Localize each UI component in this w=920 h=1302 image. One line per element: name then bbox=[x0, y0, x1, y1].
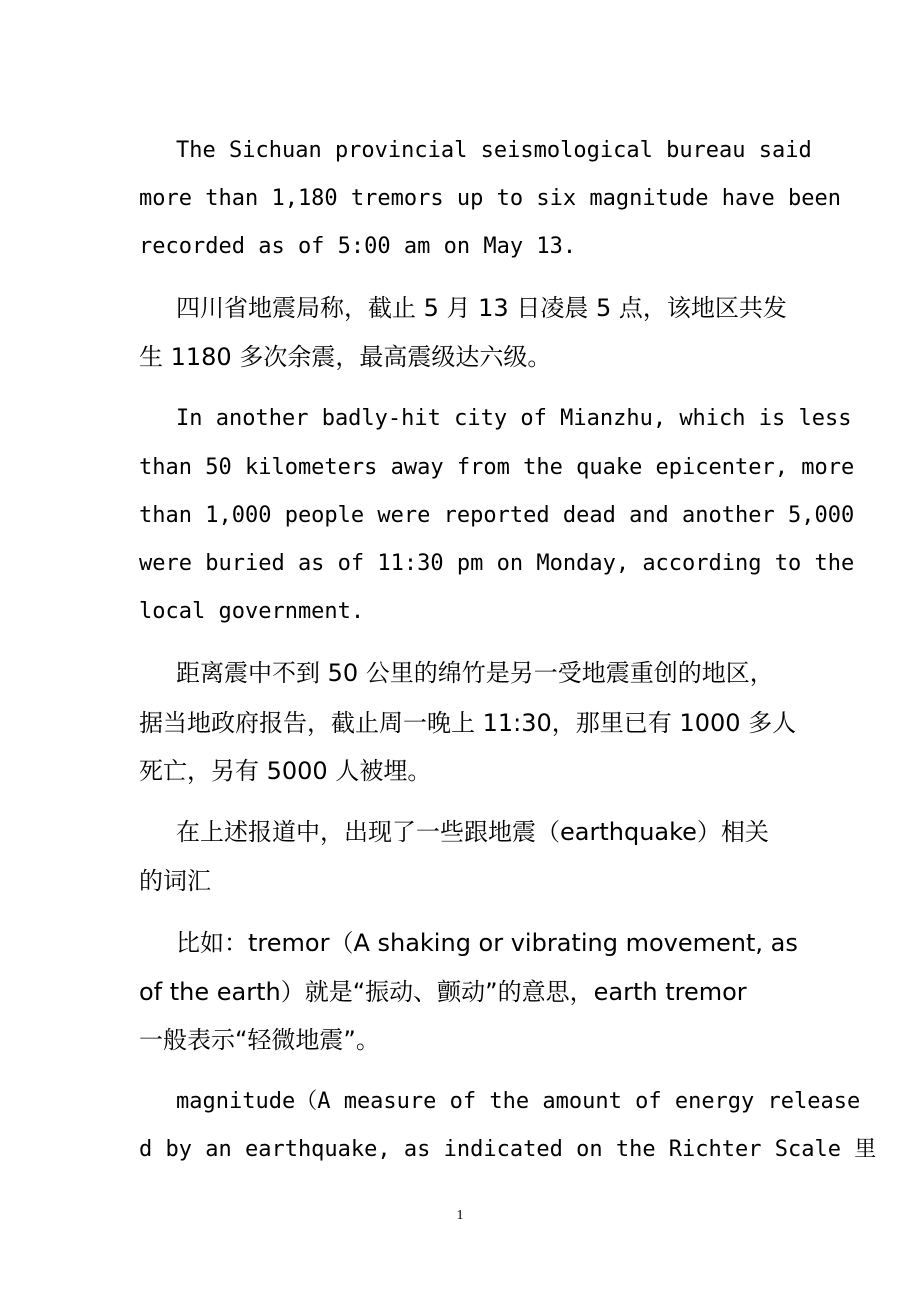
paragraph-1-line-3: recorded as of 5:00 am on May 13. bbox=[139, 234, 577, 259]
paragraph-3-line-5: local government. bbox=[139, 599, 365, 624]
paragraph-4-line-3: 死亡，另有 5000 人被埋。 bbox=[139, 757, 432, 785]
paragraph-6-line-1: 比如：tremor（A shaking or vibrating movement, as bbox=[176, 929, 798, 957]
paragraph-3-line-3: than 1,000 people were reported dead and another 5,000 bbox=[139, 503, 855, 528]
paragraph-3-line-1: In another badly-hit city of Mianzhu, which is less bbox=[176, 406, 852, 431]
paragraph-7-line-1: magnitude（A measure of the amount of energy release bbox=[176, 1089, 861, 1114]
paragraph-3-line-2: than 50 kilometers away from the quake epicenter, more bbox=[139, 455, 855, 480]
paragraph-2-line-2: 生 1180 多次余震，最高震级达六级。 bbox=[139, 343, 552, 371]
paragraph-3-line-4: were buried as of 11:30 pm on Monday, according to the bbox=[139, 551, 855, 576]
paragraph-6-line-2: of the earth）就是“振动、颤动”的意思，earth tremor bbox=[139, 978, 747, 1006]
paragraph-5-line-2: 的词汇 bbox=[139, 867, 211, 895]
paragraph-4-line-1: 距离震中不到 50 公里的绵竹是另一受地震重创的地区， bbox=[176, 659, 774, 687]
paragraph-7-line-2: d by an earthquake, as indicated on the Richter Scale 里 bbox=[139, 1137, 877, 1162]
paragraph-1-line-1: The Sichuan provincial seismological bureau said bbox=[176, 138, 812, 163]
paragraph-5-line-1: 在上述报道中，出现了一些跟地震（earthquake）相关 bbox=[176, 818, 769, 846]
paragraph-6-line-3: 一般表示“轻微地震”。 bbox=[139, 1026, 380, 1054]
paragraph-1-line-2: more than 1,180 tremors up to six magnitude have been bbox=[139, 186, 841, 211]
paragraph-4-line-2: 据当地政府报告，截止周一晚上 11:30，那里已有 1000 多人 bbox=[139, 709, 797, 737]
page-number: 1 bbox=[456, 1208, 464, 1223]
paragraph-2-line-1: 四川省地震局称，截止 5 月 13 日凌晨 5 点，该地区共发 bbox=[176, 294, 787, 322]
